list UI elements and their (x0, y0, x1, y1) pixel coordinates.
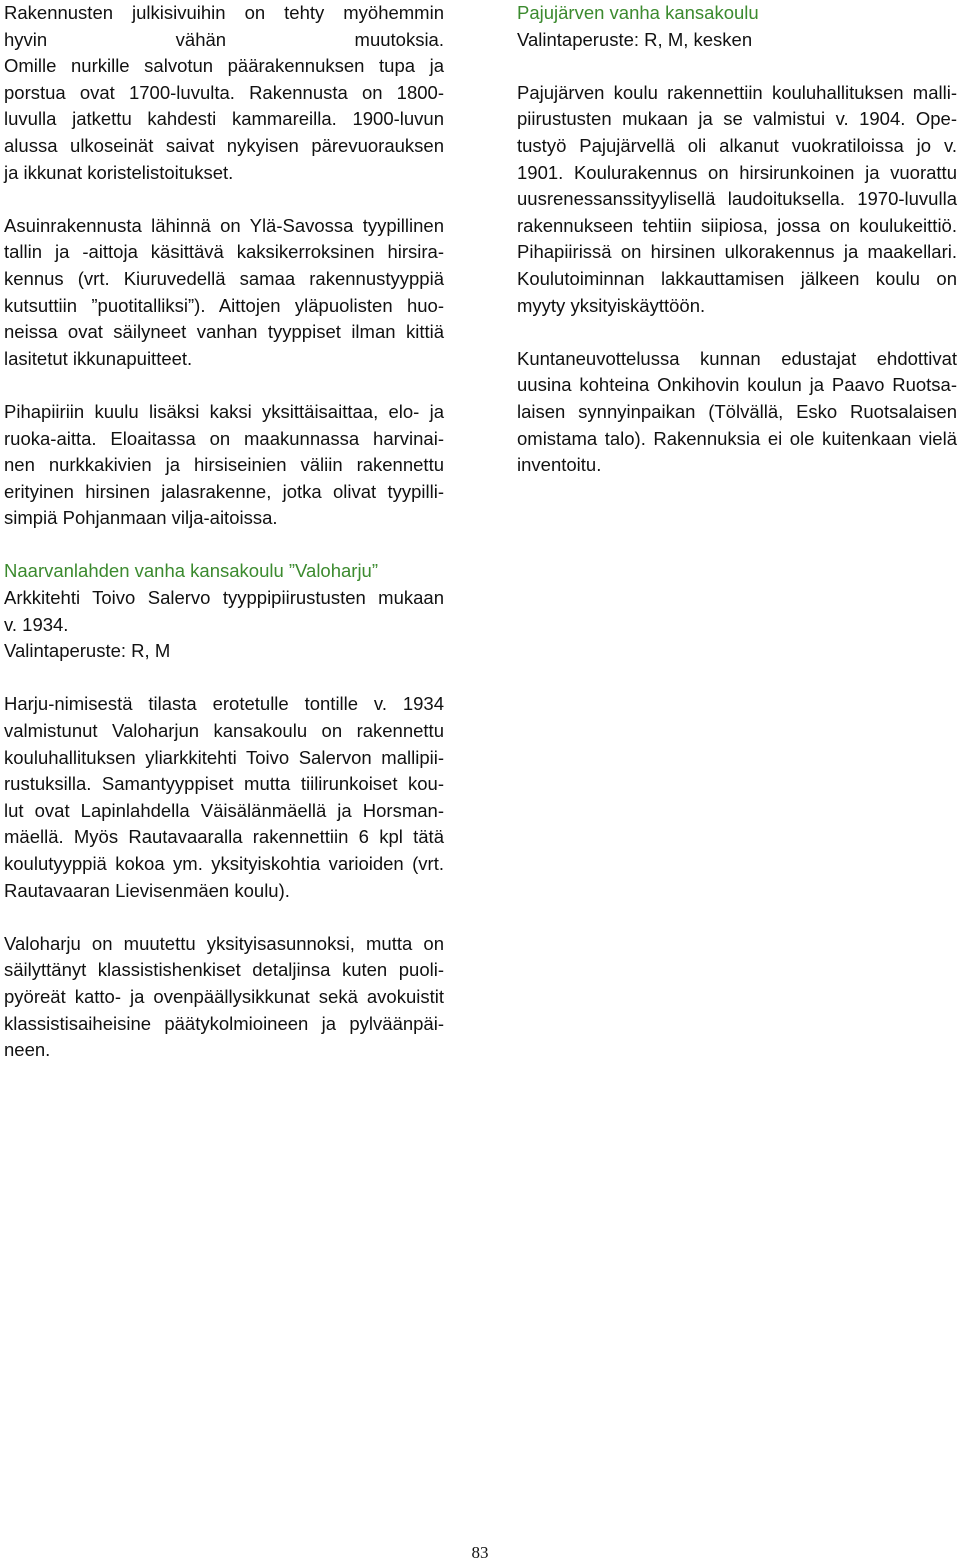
text-line: hyvin vähän muutoksia. (4, 28, 444, 50)
text-line: myyty yksityiskäyttöön. (517, 294, 706, 316)
text-line: Kuntaneuvottelussa kunnan edustajat ehdottivat (517, 347, 957, 369)
text-line: lut ovat Lapinlahdella Väisälänmäellä ja Horsman- (4, 799, 444, 821)
pajujarvi-criteria: Valintaperuste: R, M, kesken (517, 28, 753, 50)
text-line: mäellä. Myös Rautavaaralla rakennettiin 6 kpl tätä (4, 826, 444, 848)
text-line: Harju-nimisestä tilasta erotetulle tontille v. 1934 (4, 693, 444, 715)
paragraph-valoharju-current (4, 931, 444, 1064)
text-line: ruoka-aitta. Eloaitassa on maakunnassa harvinai- (4, 427, 444, 449)
text-line: tustyö Pajujärvellä oli alkanut vuokratiloissa jo v. (517, 134, 957, 156)
pajujarvi-section (517, 0, 957, 53)
text-line: neissa ovat säilyneet vanhan tyyppiset ilman kittiä (4, 321, 444, 343)
text-line: neen. (4, 1039, 51, 1061)
text-line: Omille nurkille salvotun päärakennuksen tupa ja (4, 55, 444, 77)
text-line: uusina kohteina Onkihovin koulun ja Paavo Ruotsa- (517, 374, 957, 396)
right-column (517, 0, 957, 479)
left-column (4, 0, 444, 1064)
text-line: rustuksilla. Samantyyppiset mutta tiilirunkoiset kou- (4, 773, 444, 795)
text-line: piirustusten mukaan ja se valmistui v. 1904. Ope- (517, 108, 957, 130)
text-line: kouluhallituksen yliarkkitehti Toivo Salervon mallipii- (4, 746, 444, 768)
naarvanlahti-section (4, 558, 444, 664)
text-line: luvulla jatkettu kahdesti kammareilla. 1900-luvun (4, 108, 444, 130)
paragraph-valoharju-history (4, 691, 444, 904)
text-line: Pihapiirissä on hirsinen ulkorakennus ja maakellari. (517, 241, 957, 263)
pajujarvi-heading: Pajujärven vanha kansakoulu (517, 2, 759, 23)
naarvanlahti-criteria: Valintaperuste: R, M (4, 640, 171, 662)
paragraph-residential-building (4, 213, 444, 373)
text-line: kennus (vrt. Kiuruvedellä samaa rakennustyyppiä (4, 267, 444, 289)
paragraph-municipal-negotiation (517, 346, 957, 479)
text-line: omistama talo). Rakennuksia ei ole kuitenkaan vielä (517, 427, 957, 449)
text-line: Pajujärven koulu rakennettiin kouluhallituksen malli- (517, 81, 957, 103)
text-line: v. 1934. (4, 613, 69, 635)
text-line: Rautavaaran Lievisenmäen koulu). (4, 879, 290, 901)
text-line: Pihapiiriin kuulu lisäksi kaksi yksittäisaittaa, elo- ja (4, 400, 444, 422)
text-line: klassistisaiheisine päätykolmioineen ja pylväänpäi- (4, 1012, 444, 1034)
text-line: Arkkitehti Toivo Salervo tyyppipiirustusten mukaan (4, 587, 444, 609)
text-line: rakennukseen tehtiin siipiosa, jossa on koulukeittiö. (517, 214, 957, 236)
text-line: Koulutoiminnan lakkauttamisen jälkeen koulu on (517, 267, 957, 289)
text-line: 1901. Koulurakennus on hirsirunkoinen ja vuorattu (517, 161, 957, 183)
text-line: Valoharju on muutettu yksityisasunnoksi, mutta on (4, 932, 444, 954)
text-line: porstua ovat 1700-luvulta. Rakennusta on 1800- (4, 81, 444, 103)
text-line: simpiä Pohjanmaan vilja-aitoissa. (4, 507, 278, 529)
paragraph-courtyard (4, 399, 444, 532)
text-line: Asuinrakennusta lähinnä on Ylä-Savossa tyypillinen (4, 214, 444, 236)
text-line: kutsuttiin ”puotitalliksi”). Aittojen yläpuolisten huo- (4, 294, 444, 316)
text-line: lasitetut ikkunapuitteet. (4, 347, 193, 369)
text-line: laisen synnyinpaikan (Tölvällä, Esko Ruotsalaisen (517, 400, 957, 422)
paragraph-pajujarvi-school (517, 80, 957, 319)
page-number: 83 (471, 1543, 489, 1562)
text-line: nen nurkkakivien ja hirsiseinien väliin rakennettu (4, 454, 444, 476)
text-line: ja ikkunat koristelistoitukset. (4, 161, 234, 183)
text-line: valmistunut Valoharjun kansakoulu on rakennettu (4, 720, 444, 742)
text-line: inventoitu. (517, 454, 602, 476)
text-line: uusrenessanssityylisellä laudoituksella. 1970-luvulla (517, 188, 957, 210)
text-line: säilyttänyt klassistishenkiset detaljinsa kuten puoli- (4, 959, 444, 981)
naarvanlahti-heading: Naarvanlahden vanha kansakoulu ”Valoharju” (4, 560, 379, 582)
text-line: erityinen hirsinen jalasrakenne, jotka olivat tyypilli- (4, 480, 444, 502)
text-line: pyöreät katto- ja ovenpäällysikkunat sekä avokuistit (4, 985, 444, 1007)
text-line: tallin ja -aittoja käsittävä kaksikerroksinen hirsira- (4, 241, 444, 263)
text-line: alussa ulkoseinät saivat nykyisen pärevuorauksen (4, 134, 444, 156)
text-line: Rakennusten julkisivuihin on tehty myöhemmin (4, 2, 444, 23)
text-line: koulutyyppiä kokoa ym. yksityiskohtia varioiden (vrt. (4, 853, 444, 874)
paragraph-facades (4, 0, 444, 186)
naarvanlahti-architect (4, 585, 444, 638)
